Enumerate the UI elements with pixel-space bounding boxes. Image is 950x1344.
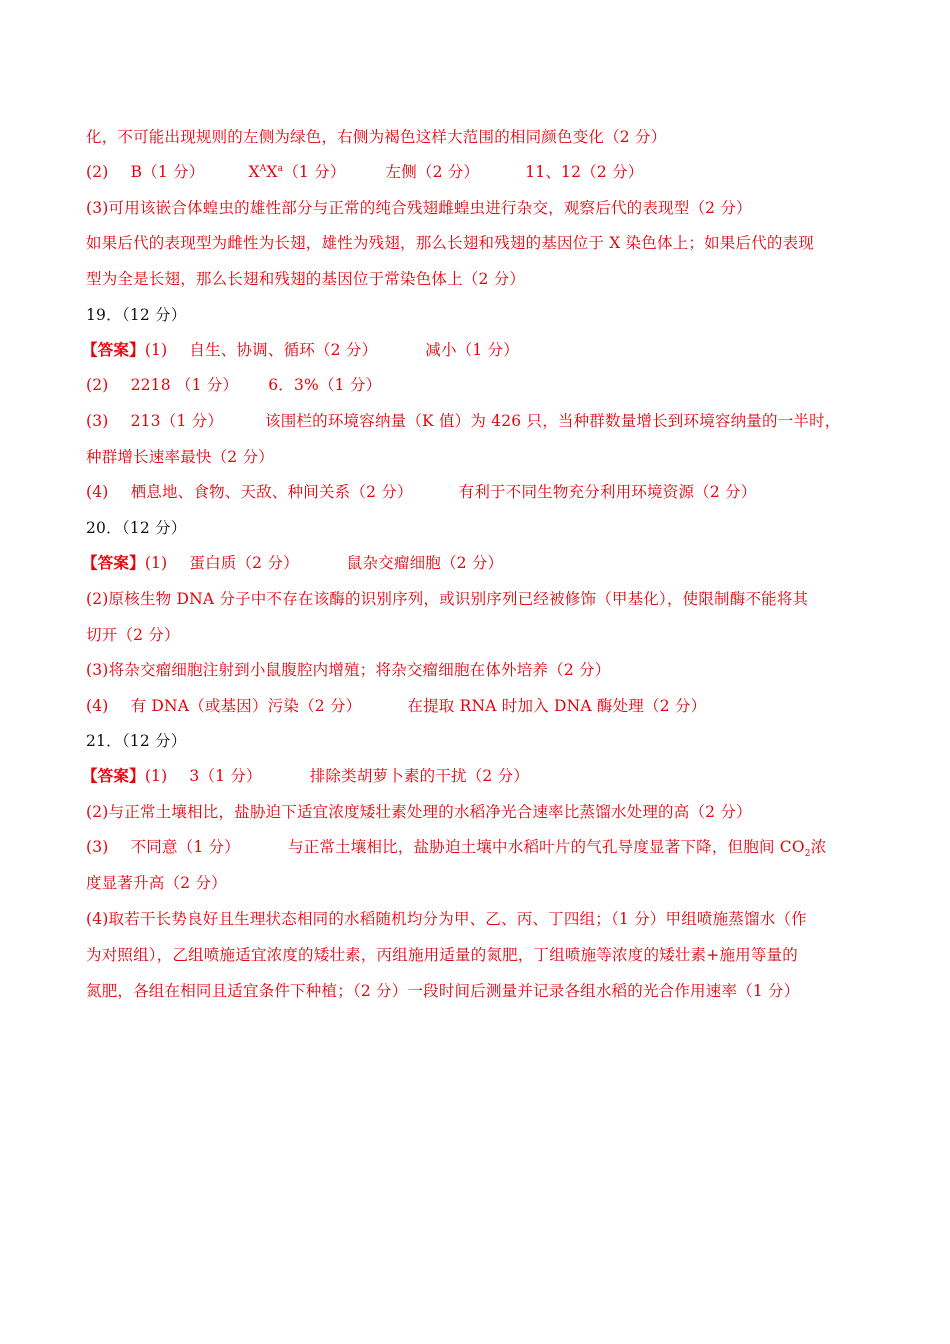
answer-line-21-3: [86, 836, 826, 858]
part-number: (4): [86, 483, 109, 501]
part-number: (3): [86, 838, 109, 856]
answer-line-19-2: [86, 374, 381, 396]
answer-line-18-3: (3)可用该嵌合体蝗虫的雄性部分与正常的纯合残翅雌蝗虫进行杂交，观察后代的表现型（2 分）: [86, 199, 752, 217]
answer-text: 在提取 RNA 时加入 DNA 酶处理（2 分）: [407, 697, 707, 715]
answer-line-21-4: (4)取若干长势良好且生理状态相同的水稻随机均分为甲、乙、丙、丁四组；（1 分）甲组喷施蒸馏水（作: [86, 910, 807, 928]
part-number: (2): [86, 376, 109, 394]
answer-text: 有利于不同生物充分利用环境资源（2 分）: [458, 483, 757, 501]
genotype-answer: $X^AX^a(1$ 分）: [248, 163, 346, 181]
part-number: (1): [144, 767, 168, 785]
answer-text: 不同意（1 分）: [130, 838, 240, 856]
answer-tag: 【答案】: [82, 340, 145, 359]
answer-text: 栖息地、食物、天敌、种间关系（2 分）: [130, 483, 413, 501]
part-number: (4): [86, 697, 109, 715]
answer-line-20-2-b: 切开（2 分）: [86, 626, 180, 644]
part-number: (1): [144, 341, 168, 359]
answer-line-21-2: (2)与正常土壤相比，盐胁迫下适宜浓度矮壮素处理的水稻净光合速率比蒸馏水处理的高（2 分）: [86, 803, 752, 821]
answer-text: 有 DNA（或基因）污染（2 分）: [130, 697, 362, 715]
answer-b: B（1 分）: [130, 163, 205, 181]
numbers-answer: 11、12（2 分）: [525, 163, 644, 181]
side-answer: 左侧（2 分）: [385, 163, 480, 181]
answer-line-18-3-c: 型为全是长翅，那么长翅和残翅的基因位于常染色体上（2 分）: [86, 270, 526, 288]
question-heading-20: 20．（12 分）: [86, 519, 187, 537]
question-heading-21: 21．（12 分）: [86, 732, 187, 750]
answer-text: 2218 （1 分）: [130, 376, 239, 394]
answer-text: 蛋白质（2 分）: [189, 554, 299, 572]
answer-text: 排除类胡萝卜素的干扰（2 分）: [309, 767, 530, 785]
answer-line-21-1: [82, 765, 529, 787]
answer-line-18-1-continued: 化，不可能出现规则的左侧为绿色，右侧为褐色这样大范围的相同颜色变化（2 分）: [86, 128, 667, 146]
answer-text: 鼠杂交瘤细胞（2 分）: [346, 554, 504, 572]
answer-line-20-2: (2)原核生物 DNA 分子中不存在该酶的识别序列，或识别序列已经被修饰（甲基化），使限制酶不能将其: [86, 590, 809, 608]
answer-text: 213（1 分）: [130, 412, 224, 430]
answer-line-21-3-b: 度显著升高（2 分）: [86, 874, 227, 892]
answer-text: 3（1 分）: [189, 767, 262, 785]
answer-text: 与正常土壤相比，盐胁迫土壤中水稻叶片的气孔导度显著下降，但胞间 $CO_2$浓: [287, 838, 827, 860]
answer-line-20-3: (3)将杂交瘤细胞注射到小鼠腹腔内增殖；将杂交瘤细胞在体外培养（2 分）: [86, 661, 611, 679]
answer-line-20-1: [82, 552, 503, 574]
answer-line-18-3-b: 如果后代的表现型为雌性为长翅，雄性为残翅，那么长翅和残翅的基因位于 X 染色体上；如果后代的表现: [86, 234, 814, 252]
answer-text: 该围栏的环境容纳量（K 值）为 426 只，当种群数量增长到环境容纳量的一半时，: [265, 412, 841, 430]
answer-line-19-1: [82, 339, 519, 361]
answer-line-18-2: [86, 161, 643, 183]
answer-line-19-3-b: 种群增长速率最快（2 分）: [86, 448, 274, 466]
question-heading-19: 19．（12 分）: [86, 306, 187, 324]
part-number: (3): [86, 412, 109, 430]
answer-line-21-4-b: 为对照组），乙组喷施适宜浓度的矮壮素，丙组施用适量的氮肥，丁组喷施等浓度的矮壮素+施用等量的: [86, 946, 798, 964]
answer-line-21-4-c: 氮肥，各组在相同且适宜条件下种植；（2 分）一段时间后测量并记录各组水稻的光合作用速率（1 分）: [86, 982, 800, 1000]
answer-line-19-3: [86, 410, 841, 432]
answer-tag: 【答案】: [82, 553, 145, 572]
answer-line-20-4: [86, 695, 706, 717]
answer-line-19-4: [86, 481, 756, 503]
part-number: (2): [86, 163, 109, 181]
part-number: (1): [144, 554, 168, 572]
answer-text: 自生、协调、循环（2 分）: [189, 341, 378, 359]
answer-text: 6．3%（1 分）: [268, 376, 382, 394]
answer-text: 减小（1 分）: [425, 341, 519, 359]
answer-tag: 【答案】: [82, 766, 145, 785]
